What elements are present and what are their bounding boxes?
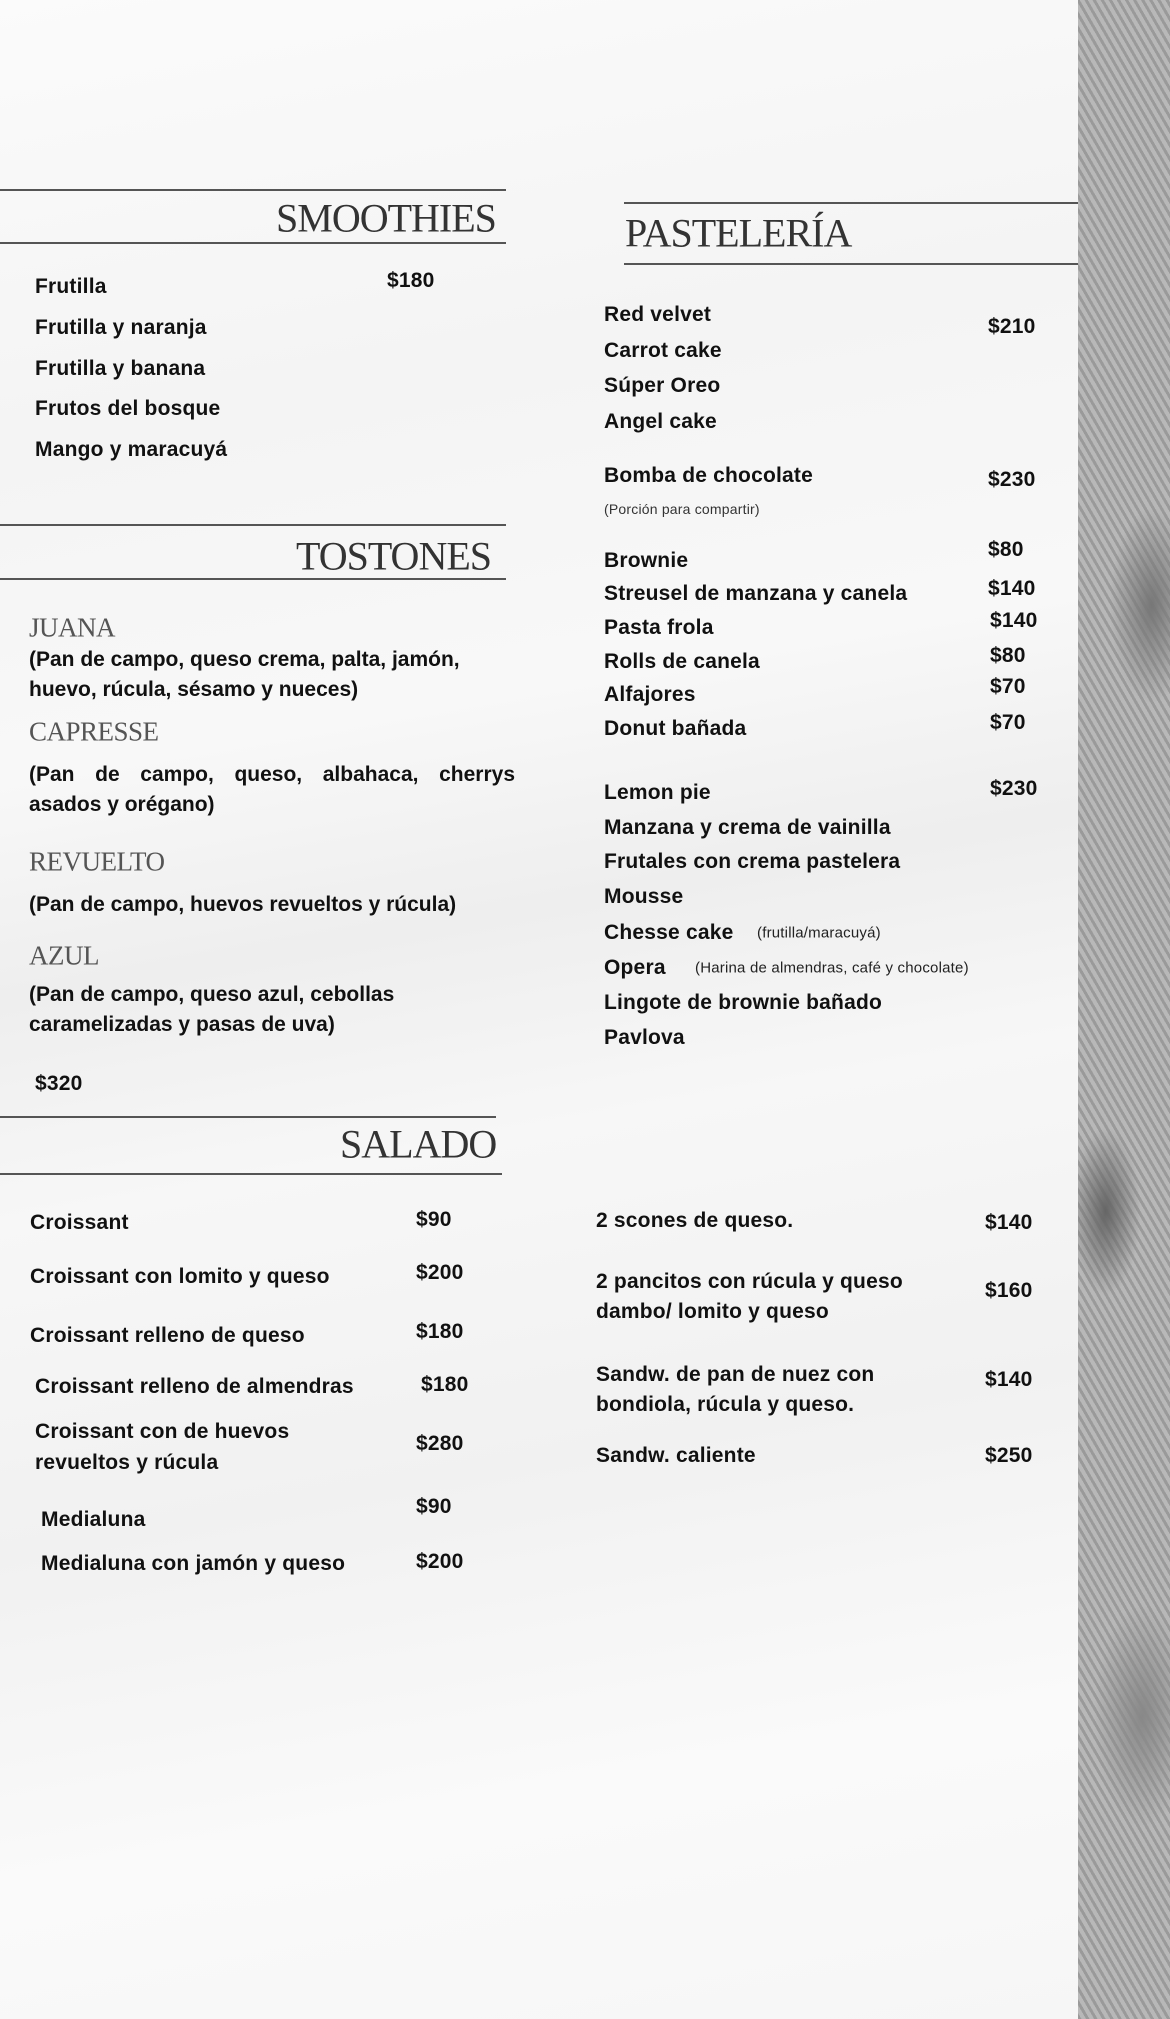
price: $210	[988, 315, 1036, 338]
toston-name: REVUELTO	[29, 846, 165, 877]
price: $80	[988, 538, 1024, 561]
menu-item: Mango y maracuyá	[35, 438, 228, 461]
divider	[0, 1116, 496, 1118]
divider	[0, 1173, 502, 1175]
price: $90	[416, 1208, 452, 1231]
menu-item-line2: bondiola, rúcula y queso.	[596, 1393, 855, 1416]
menu-item: Frutos del bosque	[35, 397, 221, 420]
menu-item: Medialuna	[41, 1508, 146, 1531]
menu-item: Croissant con de huevos	[35, 1420, 290, 1443]
menu-item: Medialuna con jamón y queso	[41, 1552, 346, 1575]
price: $230	[988, 468, 1036, 491]
toston-desc: (Pan de campo, queso azul, cebollas caramelizadas y pasas de uva)	[29, 983, 395, 1036]
item-note: (frutilla/maracuyá)	[757, 924, 881, 942]
menu-item: Streusel de manzana y canela	[604, 582, 908, 605]
menu-item: Lemon pie	[604, 781, 711, 804]
toston-desc: (Pan de campo, huevos revueltos y rúcula)	[29, 893, 457, 916]
section-title-smoothies: SMOOTHIES	[276, 195, 496, 241]
menu-item: Chesse cake	[604, 921, 734, 944]
toston-desc: (Pan de campo, queso crema, palta, jamón, huevo, rúcula, sésamo y nueces)	[29, 648, 460, 701]
section-title-tostones: TOSTONES	[296, 533, 492, 579]
price: $160	[985, 1279, 1033, 1302]
price: $80	[990, 644, 1026, 667]
item-note: (Harina de almendras, café y chocolate)	[695, 959, 969, 977]
price: $320	[35, 1072, 83, 1095]
price: $140	[988, 577, 1036, 600]
price: $140	[985, 1211, 1033, 1234]
menu-item: Pasta frola	[604, 616, 714, 639]
toston-desc: (Pan de campo, queso, albahaca, cherrys asados y orégano)	[29, 763, 515, 816]
section-title-pasteleria: PASTELERÍA	[625, 210, 852, 256]
price: $200	[416, 1550, 464, 1573]
divider	[624, 263, 1078, 265]
menu-item: 2 pancitos con rúcula y queso	[596, 1270, 903, 1293]
menu-item: Frutilla y banana	[35, 357, 206, 380]
price: $70	[990, 711, 1026, 734]
price: $180	[421, 1373, 469, 1396]
divider	[624, 202, 1078, 204]
menu-item: Carrot cake	[604, 339, 722, 362]
menu-item: Donut bañada	[604, 717, 747, 740]
menu-item: Rolls de canela	[604, 650, 760, 673]
toston-name: JUANA	[29, 612, 116, 643]
menu-item: Bomba de chocolate	[604, 464, 813, 487]
menu-item: Frutilla y naranja	[35, 316, 207, 339]
menu-item: Mousse	[604, 885, 684, 908]
menu-item: Manzana y crema de vainilla	[604, 816, 891, 839]
price: $90	[416, 1495, 452, 1518]
price: $180	[416, 1320, 464, 1343]
menu-item: Croissant con lomito y queso	[30, 1265, 330, 1288]
botanical-image-panel	[1078, 0, 1170, 2019]
menu-item: Red velvet	[604, 303, 712, 326]
price: $70	[990, 675, 1026, 698]
divider	[0, 242, 506, 244]
toston-name: CAPRESSE	[29, 716, 159, 747]
menu-item: Lingote de brownie bañado	[604, 991, 882, 1014]
menu-item: 2 scones de queso.	[596, 1209, 794, 1232]
price: $140	[985, 1368, 1033, 1391]
item-note: (Porción para compartir)	[604, 501, 760, 517]
menu-item: Sandw. de pan de nuez con	[596, 1363, 875, 1386]
menu-item: Brownie	[604, 549, 689, 572]
divider	[0, 524, 506, 526]
price: $180	[387, 269, 435, 292]
toston-name: AZUL	[29, 940, 99, 971]
menu-item: Frutilla	[35, 275, 107, 298]
menu-item: Croissant relleno de queso	[30, 1324, 305, 1347]
price: $230	[990, 777, 1038, 800]
divider	[0, 189, 506, 191]
menu-item: Sandw. caliente	[596, 1444, 756, 1467]
menu-item: Angel cake	[604, 410, 717, 433]
menu-item: Frutales con crema pastelera	[604, 850, 901, 873]
price: $140	[990, 609, 1038, 632]
menu-item-line2: revueltos y rúcula	[35, 1451, 219, 1474]
price: $250	[985, 1444, 1033, 1467]
price: $200	[416, 1261, 464, 1284]
price: $280	[416, 1432, 464, 1455]
menu-item: Croissant	[30, 1211, 129, 1234]
menu-item: Alfajores	[604, 683, 696, 706]
menu-item: Súper Oreo	[604, 374, 721, 397]
menu-item: Opera	[604, 956, 666, 979]
menu-item-line2: dambo/ lomito y queso	[596, 1300, 829, 1323]
menu-item: Croissant relleno de almendras	[35, 1375, 354, 1398]
section-title-salado: SALADO	[340, 1121, 497, 1167]
menu-item: Pavlova	[604, 1026, 685, 1049]
divider	[0, 578, 506, 580]
